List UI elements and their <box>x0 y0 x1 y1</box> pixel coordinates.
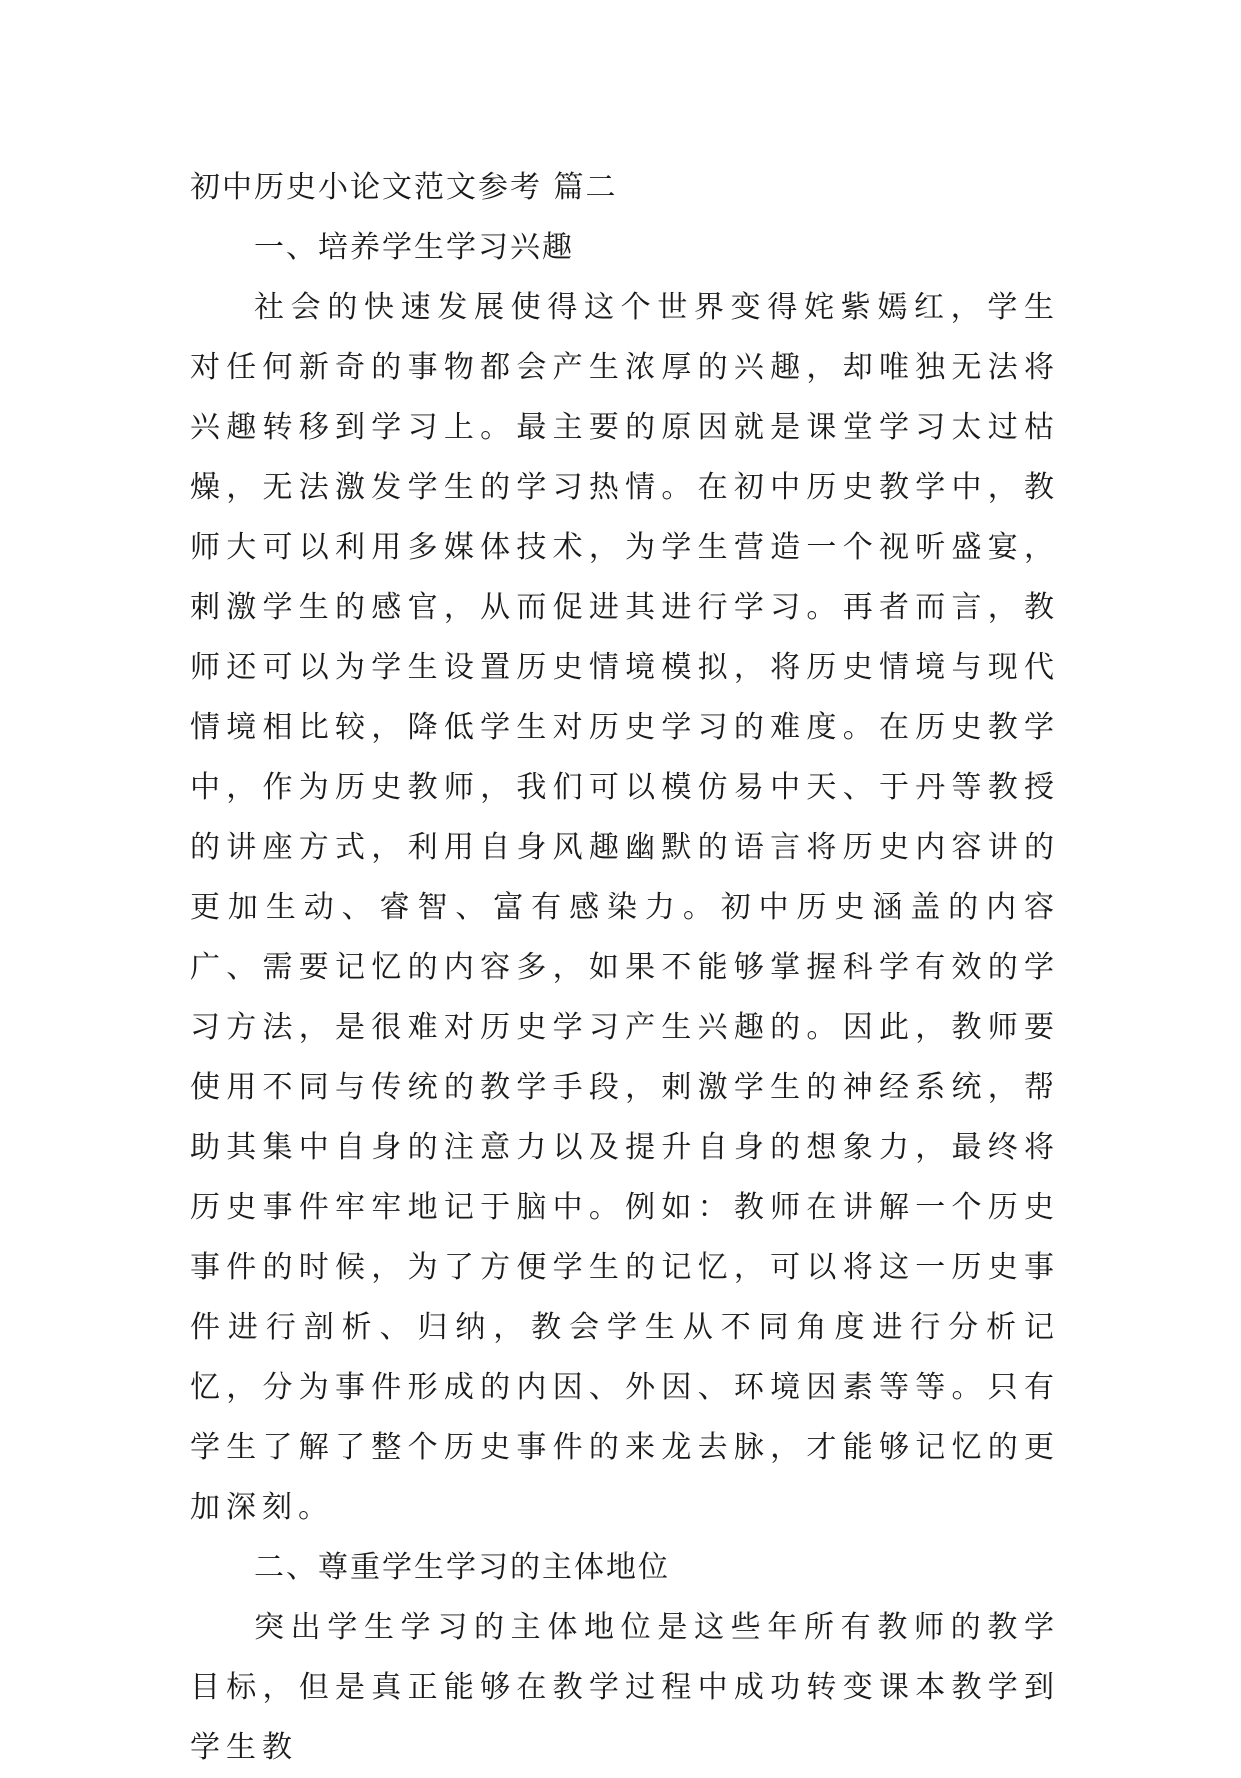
section-paragraph-1: 社会的快速发展使得这个世界变得姹紫嫣红，学生对任何新奇的事物都会产生浓厚的兴趣，却唯独无法将兴趣转移到学习上。最主要的原因就是课堂学习太过枯燥，无法激发学生的学习热情。在初中历史教学中，教师大可以利用多媒体技术，为学生营造一个视听盛宴，刺激学生的感官，从而促进其进行学习。再者而言，教师还可以为学生设置历史情境模拟，将历史情境与现代情境相比较，降低学生对历史学习的难度。在历史教学中，作为历史教师，我们可以模仿易中天、于丹等教授的讲座方式，利用自身风趣幽默的语言将历史内容讲的更加生动、睿智、富有感染力。初中历史涵盖的内容广、需要记忆的内容多，如果不能够掌握科学有效的学习方法，是很难对历史学习产生兴趣的。因此，教师要使用不同与传统的教学手段，刺激学生的神经系统，帮助其集中自身的注意力以及提升自身的想象力，最终将历史事件牢牢地记于脑中。例如：教师在讲解一个历史事件的时候，为了方便学生的记忆，可以将这一历史事件进行剖析、归纳，教会学生从不同角度进行分析记忆，分为事件形成的内因、外因、环境因素等等。只有学生了解了整个历史事件的来龙去脉，才能够记忆的更加深刻。 <box>190 290 1060 1525</box>
document-page <box>190 158 1060 1778</box>
document-title: 初中历史小论文范文参考 篇二 <box>190 170 618 205</box>
section-heading-1: 一、培养学生学习兴趣 <box>254 230 574 265</box>
section-heading-2: 二、尊重学生学习的主体地位 <box>254 1550 670 1585</box>
section-paragraph-2: 突出学生学习的主体地位是这些年所有教师的教学目标，但是真正能够在教学过程中成功转变课本教学到学生教 <box>190 1610 1060 1765</box>
